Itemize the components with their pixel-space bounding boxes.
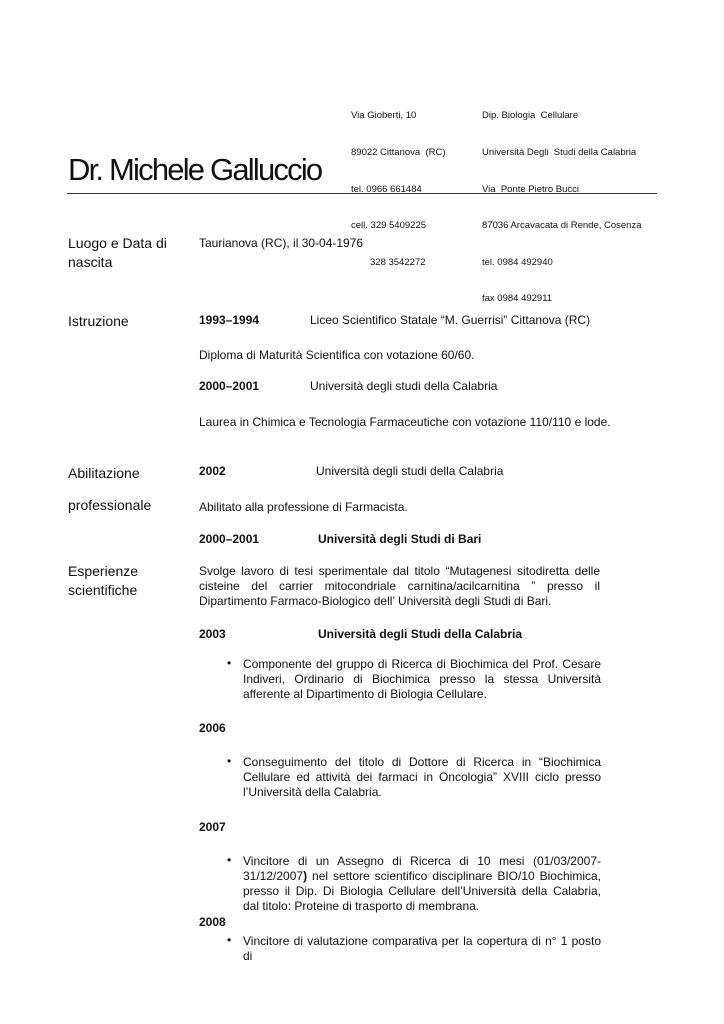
license-year: 2002 bbox=[199, 464, 226, 478]
education-year-2: 2000–2001 bbox=[199, 379, 260, 393]
education-year-1: 1993–1994 bbox=[199, 313, 260, 327]
experience-bullet-4-part-c: nel settore scientifico disciplinare BIO/10 Biochimica, presso il Dip. Di Biologia Cellulare dell’Università della Calabria, dal titolo: Proteine di trasporto di membrana. bbox=[243, 869, 601, 913]
license-label-line2: professionale bbox=[68, 497, 152, 513]
experience-label-line1: Esperienze bbox=[68, 563, 139, 579]
title-divider bbox=[67, 193, 657, 194]
experience-bullet-3: Conseguimento del titolo di Dottore di Ricerca in “Biochimica Cellulare ed attività dei farmaci in Oncologia” XVIII ciclo presso l’Università della Calabria. bbox=[243, 755, 601, 799]
experience-place-2: Università degli Studi della Calabria bbox=[318, 627, 523, 641]
experience-label-line2: scientifiche bbox=[68, 582, 138, 598]
experience-label bbox=[68, 562, 138, 600]
bullet-icon: • bbox=[227, 853, 232, 867]
education-label: Istruzione bbox=[68, 313, 129, 329]
license-place: Università degli studi della Calabria bbox=[316, 464, 504, 478]
experience-bullet-4 bbox=[243, 854, 601, 914]
education-detail-1: Diploma di Maturità Scientifica con votazione 60/60. bbox=[199, 348, 475, 362]
bullet-icon: • bbox=[227, 754, 232, 768]
education-place-1: Liceo Scientifico Statale “M. Guerrisi” Cittanova (RC) bbox=[310, 313, 591, 327]
home-phone: tel. 0966 661484 bbox=[351, 183, 422, 195]
birth-label bbox=[68, 234, 167, 272]
home-address-block bbox=[351, 86, 446, 281]
work-university: Università Degli Studi della Calabria bbox=[482, 147, 637, 159]
work-phone: tel. 0984 492940 bbox=[482, 256, 553, 268]
education-detail-2: Laurea in Chimica e Tecnologia Farmaceutiche con votazione 110/110 e lode. bbox=[199, 415, 611, 429]
experience-year-2: 2003 bbox=[199, 627, 226, 641]
work-department: Dip. Biologia Cellulare bbox=[482, 110, 579, 122]
experience-bullet-5: Vincitore di valutazione comparativa per la copertura di n° 1 posto di bbox=[243, 934, 601, 963]
license-detail: Abilitato alla professione di Farmacista. bbox=[199, 500, 408, 514]
work-street: Via Ponte Pietro Bucci bbox=[482, 183, 579, 195]
home-mobile: cell. 329 5409225 bbox=[351, 220, 427, 232]
experience-place-1: Università degli Studi di Bari bbox=[318, 532, 482, 546]
experience-year-4: 2007 bbox=[199, 820, 226, 834]
work-fax: fax 0984 492911 bbox=[482, 293, 553, 305]
license-label-line1: Abilitazione bbox=[68, 465, 140, 481]
home-city: 89022 Cittanova (RC) bbox=[351, 147, 446, 159]
birth-label-line2: nascita bbox=[68, 254, 113, 270]
experience-bullet-4-paren: ) bbox=[303, 869, 308, 883]
work-city: 87036 Arcavacata di Rende, Cosenza bbox=[482, 220, 642, 232]
experience-bullet-2: Componente del gruppo di Ricerca di Biochimica del Prof. Cesare Indiveri, Ordinario di Biochimica presso la stessa Università afferente al Dipartimento di Biologia Cellulare. bbox=[243, 657, 601, 701]
page-title: Dr. Michele Galluccio bbox=[68, 152, 322, 187]
birth-label-line1: Luogo e Data di bbox=[68, 235, 167, 251]
experience-year-3: 2006 bbox=[199, 721, 226, 735]
bullet-icon: • bbox=[227, 656, 232, 670]
experience-year-5: 2008 bbox=[199, 915, 226, 929]
experience-year-1: 2000–2001 bbox=[199, 532, 260, 546]
experience-text-1: Svolge lavoro di tesi sperimentale dal titolo “Mutagenesi sitodiretta delle cisteine del carrier mitocondriale carnitina/acilcarnitina ” presso il Dipartimento Farmaco-Biologico dell’ Università degli Studi di Bari. bbox=[199, 564, 600, 608]
birth-value: Taurianova (RC), il 30-04-1976 bbox=[199, 236, 364, 250]
education-place-2: Università degli studi della Calabria bbox=[310, 379, 498, 393]
home-street: Via Gioberti, 10 bbox=[351, 110, 417, 122]
home-mobile-2: 328 3542272 bbox=[370, 256, 426, 268]
experience-bullet-4-part-a: Vincitore di un Assegno di Ricerca di 10 mesi (01/03/2007-31/12/2007 bbox=[243, 854, 601, 883]
work-address-block bbox=[482, 86, 642, 318]
bullet-icon: • bbox=[227, 933, 232, 947]
